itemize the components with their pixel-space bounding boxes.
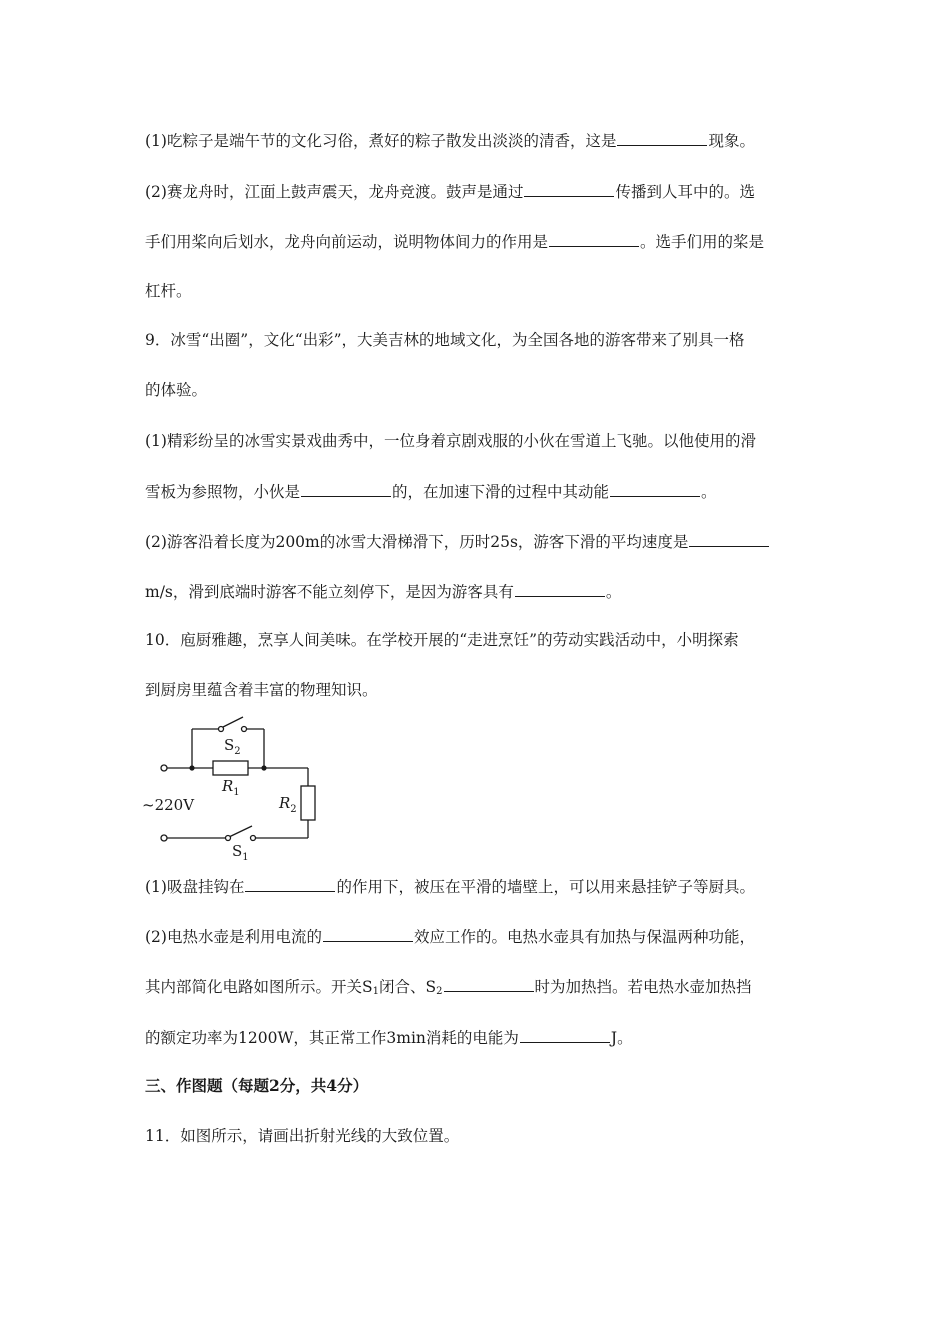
answer-blank[interactable] — [520, 1027, 610, 1043]
text-span: 现象。 — [708, 132, 755, 150]
text-span: J。 — [610, 1029, 633, 1047]
label-source: ~220V — [142, 796, 195, 814]
text-span: 的，在加速下滑的过程中其动能 — [392, 483, 610, 501]
answer-blank[interactable] — [245, 876, 335, 892]
answer-blank[interactable] — [515, 581, 605, 597]
q10-stem-line2: 到厨房里蕴含着丰富的物理知识。 — [145, 681, 378, 699]
q10-part2-line1 — [145, 926, 810, 947]
q10-part2-line2 — [145, 976, 810, 1002]
label-s2: $S_2$ — [224, 736, 241, 757]
text-span: 其内部简化电路如图所示。开关S — [145, 978, 373, 996]
text-span: 。 — [701, 483, 717, 501]
text-span: m/s，滑到底端时游客不能立刻停下，是因为游客具有 — [145, 583, 514, 601]
q10-part2-line3 — [145, 1027, 810, 1048]
text-span: (1)吃粽子是端午节的文化习俗，煮好的粽子散发出淡淡的清香，这是 — [145, 132, 617, 150]
q8-part2-line3: 杠杆。 — [145, 282, 192, 300]
q8-part2-line2 — [145, 231, 810, 252]
label-r1: $R_1$ — [222, 777, 240, 798]
q9-stem-line2: 的体验。 — [145, 381, 208, 399]
text-span: 传播到人耳中的。选 — [615, 183, 755, 201]
section-heading: 三、作图题（每题2分，共4分） — [145, 1076, 369, 1095]
text-span: (2)赛龙舟时，江面上鼓声震天，龙舟竞渡。鼓声是通过 — [145, 183, 524, 201]
q10-part1-line — [145, 876, 810, 897]
switch-contact — [251, 836, 256, 841]
switch-s2-blade — [221, 717, 243, 728]
answer-blank[interactable] — [689, 531, 769, 547]
text-span: 。选手们用的桨是 — [640, 233, 765, 251]
switch-s1-blade — [229, 826, 252, 837]
text-span: 时为加热挡。若电热水壶加热挡 — [534, 978, 752, 996]
answer-blank[interactable] — [524, 181, 614, 197]
answer-blank[interactable] — [301, 481, 391, 497]
q8-part1-line — [145, 130, 810, 151]
q11-stem: 11．如图所示，请画出折射光线的大致位置。 — [145, 1127, 460, 1145]
text-span: (1)吸盘挂钩在 — [145, 878, 245, 896]
switch-contact — [226, 836, 231, 841]
text-span: 雪板为参照物，小伙是 — [145, 483, 301, 501]
q9-part2-line2 — [145, 581, 810, 602]
text-span: (2)游客沿着长度为200m的冰雪大滑梯滑下，历时25s，游客下滑的平均速度是 — [145, 533, 689, 551]
subscript: 1 — [372, 986, 379, 997]
junction-dot — [261, 765, 266, 770]
text-span: 。 — [605, 583, 622, 601]
terminal — [161, 835, 167, 841]
label-s1: $S_1$ — [232, 842, 249, 863]
answer-blank[interactable] — [444, 976, 534, 992]
subscript: 2 — [436, 986, 443, 997]
q9-part1-line1: (1)精彩纷呈的冰雪实景戏曲秀中，一位身着京剧戏服的小伙在雪道上飞驰。以他使用的滑 — [145, 432, 756, 450]
switch-contact — [219, 727, 224, 732]
answer-blank[interactable] — [549, 231, 639, 247]
answer-blank[interactable] — [610, 481, 700, 497]
switch-contact — [242, 727, 247, 732]
label-r2: $R_2$ — [279, 794, 297, 815]
resistor-r2 — [301, 786, 315, 820]
junction-dot — [189, 765, 194, 770]
terminal — [161, 765, 167, 771]
resistor-r1 — [213, 761, 248, 775]
q9-stem-line1: 9．冰雪“出圈”，文化“出彩”，大美吉林的地域文化，为全国各地的游客带来了别具一格 — [145, 331, 745, 349]
q9-part2-line1 — [145, 531, 810, 552]
q9-part1-line2 — [145, 481, 810, 502]
answer-blank[interactable] — [617, 130, 707, 146]
q10-stem-line1: 10．庖厨雅趣，烹享人间美味。在学校开展的“走进烹饪”的劳动实践活动中，小明探索 — [145, 631, 739, 649]
text-span: 闭合、S — [379, 978, 437, 996]
text-span: 的额定功率为1200W，其正常工作3min消耗的电能为 — [145, 1029, 519, 1047]
text-span: 效应工作的。电热水壶具有加热与保温两种功能， — [413, 928, 755, 946]
text-span: (2)电热水壶是利用电流的 — [145, 928, 322, 946]
answer-blank[interactable] — [323, 926, 413, 942]
circuit-diagram — [140, 712, 330, 864]
q8-part2-line1 — [145, 181, 810, 202]
text-span: 的作用下，被压在平滑的墙壁上，可以用来悬挂铲子等厨具。 — [336, 878, 755, 896]
text-span: 手们用桨向后划水，龙舟向前运动，说明物体间力的作用是 — [145, 233, 549, 251]
